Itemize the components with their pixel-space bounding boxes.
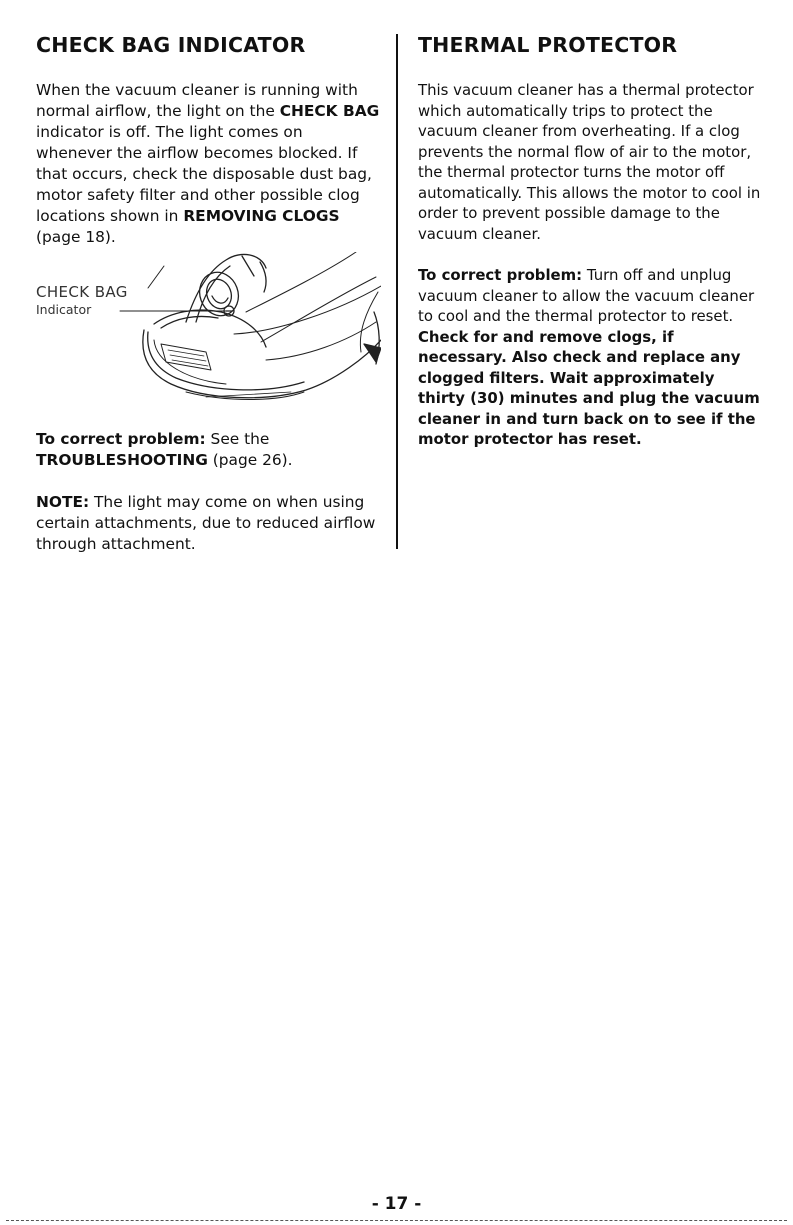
thermal-protector-correct-problem: [418, 265, 763, 450]
vacuum-illustration: [36, 252, 381, 415]
check-bag-intro: [36, 80, 381, 248]
spacer: [418, 244, 763, 265]
thermal-correct-text: Turn off and unplug vacuum cleaner to allow the vacuum cleaner to cool and the thermal protector to reset.: [418, 266, 755, 325]
thermal-protector-heading: THERMAL PROTECTOR: [418, 33, 678, 57]
note-text: The light may come on when using certain attachments, due to reduced airflow through attachment.: [36, 493, 376, 553]
correct-problem-text-2: (page 26).: [207, 451, 293, 469]
correct-problem-troubleshooting: TROUBLESHOOTING: [36, 451, 208, 469]
check-bag-section: [36, 32, 381, 555]
check-bag-illustration: [36, 252, 381, 415]
thermal-protector-section: [418, 32, 763, 450]
correct-problem-lead: To correct problem:: [36, 430, 206, 448]
bottom-rule: [6, 1220, 787, 1221]
thermal-correct-bold: Check for and remove clogs, if necessary. Also check and replace any clogged filters. Wait approximately thirty (30) minutes and plug the vacuum cleaner in and turn back on to see if the motor protector has reset.: [418, 327, 760, 448]
spacer: [36, 471, 381, 492]
intro-text-2: indicator is off. The light comes on whenever the airflow becomes blocked. If that occurs, check the disposable dust bag, motor safety filter and other possible clog locations shown in: [36, 123, 372, 225]
thermal-protector-intro: This vacuum cleaner has a thermal protector which automatically trips to protect the vacuum cleaner from overheating. If a clog prevents the normal flow of air to the motor, the thermal protector turns the motor off automatically. This allows the motor to cool in order to prevent possible damage to the vacuum cleaner.: [418, 81, 761, 243]
figure-label-check-bag: CHECK BAG: [36, 283, 128, 301]
thermal-correct-lead: To correct problem:: [418, 266, 583, 284]
column-divider: [396, 34, 398, 549]
check-bag-correct-problem: [36, 429, 381, 471]
intro-text-1: When the vacuum cleaner is running with normal airflow, the light on the: [36, 81, 358, 120]
note-lead: NOTE:: [36, 493, 90, 511]
intro-bold-removing-clogs: REMOVING CLOGS: [183, 207, 340, 225]
page-number: - 17 -: [371, 1194, 422, 1214]
figure-label-indicator: Indicator: [36, 302, 92, 317]
check-bag-heading: CHECK BAG INDICATOR: [36, 33, 306, 57]
intro-bold-check-bag: CHECK BAG: [279, 102, 380, 120]
intro-text-3: (page 18).: [36, 228, 116, 246]
check-bag-note: [36, 492, 381, 555]
correct-problem-text-1: See the: [205, 430, 270, 448]
